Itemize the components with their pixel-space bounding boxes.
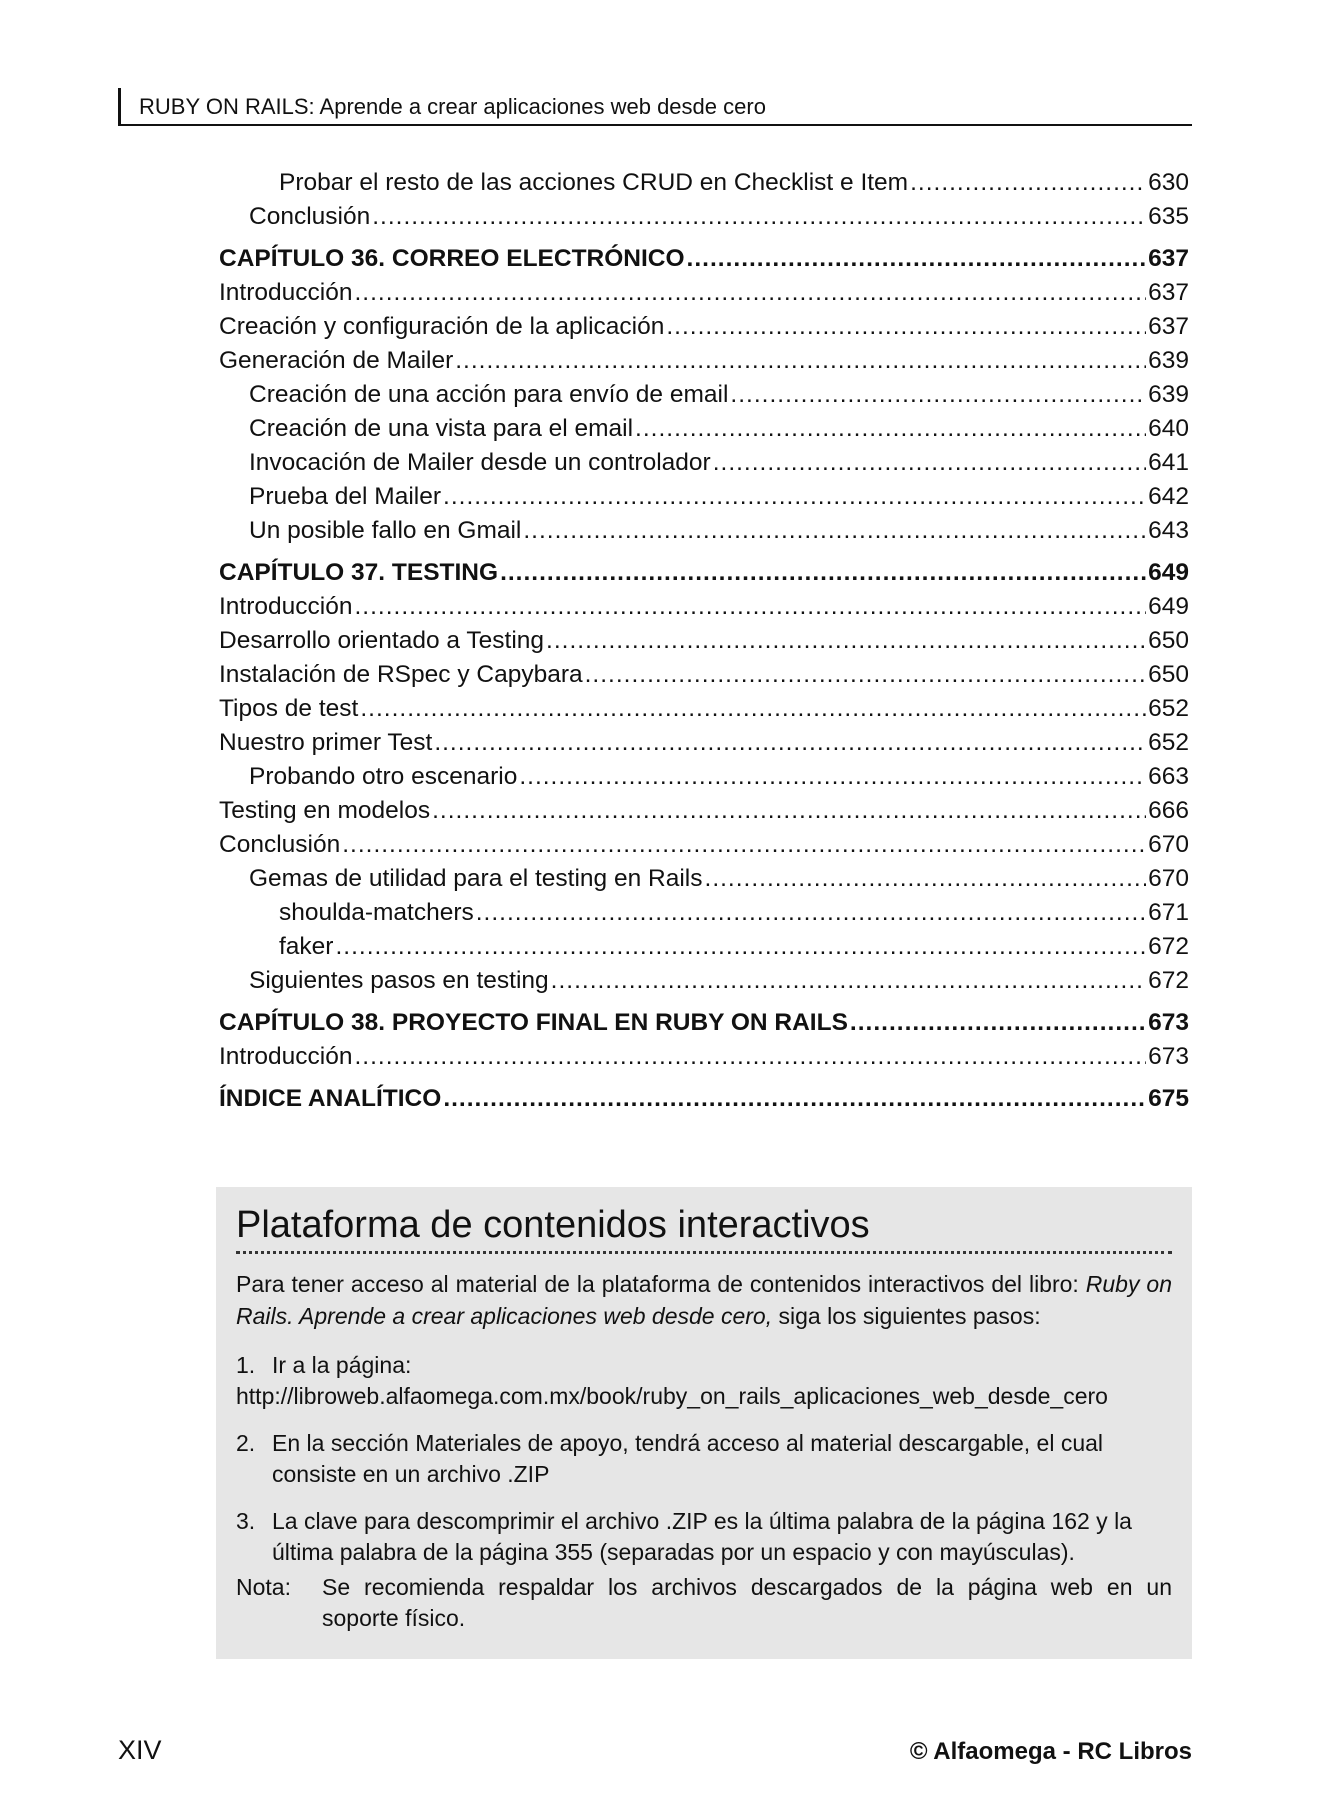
- toc-dot-leader: [713, 446, 1146, 480]
- toc-entry-title: ÍNDICE ANALÍTICO: [219, 1085, 442, 1112]
- toc-dot-leader: [434, 726, 1146, 760]
- toc-dot-leader: [432, 794, 1146, 828]
- toc-entry-title: Conclusión: [219, 831, 341, 858]
- toc-entry-page: 672: [1148, 967, 1189, 994]
- toc-entry-title: Creación y configuración de la aplicación: [219, 313, 665, 340]
- toc-dot-leader: [551, 964, 1146, 998]
- toc-entry: [219, 412, 1189, 446]
- toc-entry-title: Invocación de Mailer desde un controlador: [249, 449, 711, 476]
- toc-entry: [219, 964, 1189, 998]
- toc-dot-leader: [335, 930, 1146, 964]
- toc-entry-title: Prueba del Mailer: [249, 483, 442, 510]
- toc-chapter-entry: [219, 1006, 1189, 1040]
- toc-entry-page: 673: [1148, 1043, 1189, 1070]
- toc-entry-page: 670: [1148, 831, 1189, 858]
- toc-dot-leader: [666, 310, 1146, 344]
- toc-entry: [219, 166, 1189, 200]
- toc-entry-page: 635: [1148, 203, 1189, 230]
- toc-entry: [219, 344, 1189, 378]
- toc-dot-leader: [519, 760, 1146, 794]
- toc-entry: [219, 590, 1189, 624]
- toc-entry-page: 666: [1148, 797, 1189, 824]
- toc-entry-page: 639: [1148, 381, 1189, 408]
- table-of-contents: [219, 166, 1189, 1116]
- toc-entry-page: 650: [1148, 661, 1189, 688]
- toc-entry-page: 639: [1148, 347, 1189, 374]
- toc-chapter-entry: [219, 556, 1189, 590]
- step-number: 1.: [236, 1352, 256, 1378]
- toc-entry: [219, 624, 1189, 658]
- toc-entry-page: 649: [1148, 593, 1189, 620]
- step-number: 2.: [236, 1430, 256, 1456]
- toc-dot-leader: [500, 556, 1146, 590]
- step-number: 3.: [236, 1508, 256, 1534]
- intro-book-title: Ruby on Rails. Aprende a crear aplicaciones web desde cero,: [236, 1271, 1172, 1329]
- toc-entry-title: Siguientes pasos en testing: [249, 967, 549, 994]
- toc-dot-leader: [354, 1040, 1146, 1074]
- toc-dot-leader: [850, 1006, 1146, 1040]
- toc-entry-page: 673: [1148, 1009, 1189, 1036]
- toc-entry-page: 663: [1148, 763, 1189, 790]
- toc-entry-title: Creación de una acción para envío de email: [249, 381, 729, 408]
- toc-entry-title: CAPÍTULO 38. PROYECTO FINAL EN RUBY ON RAILS: [219, 1009, 848, 1036]
- step-2: [236, 1428, 1172, 1490]
- toc-entry: [219, 862, 1189, 896]
- toc-entry: [219, 446, 1189, 480]
- toc-dot-leader: [546, 624, 1146, 658]
- toc-entry-page: 641: [1148, 449, 1189, 476]
- step-text: La clave para descomprimir el archivo .ZIP es la última palabra de la página 162 y la última palabra de la página 355 (separadas por un espacio y con mayúsculas).: [272, 1508, 1132, 1565]
- toc-entry-page: 652: [1148, 729, 1189, 756]
- toc-entry-title: shoulda-matchers: [279, 899, 474, 926]
- toc-dot-leader: [443, 1082, 1146, 1116]
- toc-entry: [219, 514, 1189, 548]
- toc-entry: [219, 896, 1189, 930]
- toc-entry-title: Introducción: [219, 279, 353, 306]
- toc-entry-title: Testing en modelos: [219, 797, 431, 824]
- toc-dot-leader: [635, 412, 1146, 446]
- toc-entry-page: 672: [1148, 933, 1189, 960]
- toc-entry: [219, 930, 1189, 964]
- toc-entry-page: 650: [1148, 627, 1189, 654]
- toc-dot-leader: [354, 590, 1146, 624]
- intro-before: Para tener acceso al material de la plataforma de contenidos interactivos del libro:: [236, 1271, 1086, 1297]
- box-intro: [236, 1268, 1172, 1332]
- page-number: XIV: [118, 1735, 162, 1765]
- toc-entry-title: CAPÍTULO 37. TESTING: [219, 559, 499, 586]
- toc-entry: [219, 480, 1189, 514]
- intro-after: siga los siguientes pasos:: [772, 1303, 1041, 1329]
- toc-dot-leader: [342, 828, 1146, 862]
- toc-entry-page: 675: [1148, 1085, 1189, 1112]
- toc-entry: [219, 1040, 1189, 1074]
- toc-dot-leader: [443, 480, 1146, 514]
- toc-entry-page: 630: [1148, 169, 1189, 196]
- running-header: [118, 88, 1192, 126]
- step-1: [236, 1350, 1172, 1412]
- toc-dot-leader: [354, 276, 1146, 310]
- toc-dot-leader: [476, 896, 1146, 930]
- toc-entry-title: CAPÍTULO 36. CORREO ELECTRÓNICO: [219, 245, 685, 272]
- toc-entry: [219, 200, 1189, 234]
- toc-entry-title: Probar el resto de las acciones CRUD en Checklist e Item: [279, 169, 909, 196]
- toc-chapter-entry: [219, 1082, 1189, 1116]
- step-3: [236, 1506, 1172, 1568]
- toc-dot-leader: [360, 692, 1146, 726]
- toc-entry-title: Nuestro primer Test: [219, 729, 433, 756]
- toc-entry-title: faker: [279, 933, 334, 960]
- toc-entry: [219, 276, 1189, 310]
- toc-entry: [219, 726, 1189, 760]
- platform-url-link[interactable]: http://libroweb.alfaomega.com.mx/book/ruby_on_rails_aplicaciones_web_desde_cero: [236, 1383, 1108, 1409]
- toc-entry: [219, 828, 1189, 862]
- toc-entry-page: 637: [1148, 279, 1189, 306]
- toc-entry-page: 637: [1148, 245, 1189, 272]
- step-text: Ir a la página:: [272, 1352, 412, 1378]
- toc-entry-page: 652: [1148, 695, 1189, 722]
- toc-entry-title: Instalación de RSpec y Capybara: [219, 661, 583, 688]
- toc-entry-title: Desarrollo orientado a Testing: [219, 627, 545, 654]
- toc-entry: [219, 692, 1189, 726]
- toc-chapter-entry: [219, 242, 1189, 276]
- toc-dot-leader: [730, 378, 1146, 412]
- toc-entry: [219, 310, 1189, 344]
- toc-entry-page: 649: [1148, 559, 1189, 586]
- toc-entry-title: Un posible fallo en Gmail: [249, 517, 522, 544]
- toc-dot-leader: [585, 658, 1146, 692]
- toc-entry-title: Generación de Mailer: [219, 347, 454, 374]
- toc-entry-page: 642: [1148, 483, 1189, 510]
- toc-entry-title: Conclusión: [249, 203, 371, 230]
- toc-entry-page: 670: [1148, 865, 1189, 892]
- toc-entry-title: Creación de una vista para el email: [249, 415, 634, 442]
- toc-dot-leader: [910, 166, 1146, 200]
- toc-entry: [219, 378, 1189, 412]
- toc-entry: [219, 658, 1189, 692]
- note: [236, 1572, 1172, 1634]
- toc-entry-title: Tipos de test: [219, 695, 359, 722]
- publisher-credit: © Alfaomega - RC Libros: [909, 1738, 1192, 1765]
- toc-entry-page: 640: [1148, 415, 1189, 442]
- toc-entry-title: Gemas de utilidad para el testing en Rails: [249, 865, 703, 892]
- toc-dot-leader: [372, 200, 1146, 234]
- step-text: En la sección Materiales de apoyo, tendrá acceso al material descargable, el cual consiste en un archivo .ZIP: [272, 1430, 1104, 1487]
- toc-dot-leader: [705, 862, 1147, 896]
- toc-entry-page: 643: [1148, 517, 1189, 544]
- toc-entry-page: 637: [1148, 313, 1189, 340]
- toc-entry: [219, 794, 1189, 828]
- toc-entry-title: Introducción: [219, 1043, 353, 1070]
- note-text: Se recomienda respaldar los archivos descargados de la página web en un soporte físico.: [322, 1574, 1172, 1631]
- toc-entry: [219, 760, 1189, 794]
- toc-entry-page: 671: [1148, 899, 1189, 926]
- toc-entry-title: Introducción: [219, 593, 353, 620]
- running-title: RUBY ON RAILS: Aprende a crear aplicaciones web desde cero: [139, 94, 766, 119]
- toc-entry-title: Probando otro escenario: [249, 763, 518, 790]
- box-title: Plataforma de contenidos interactivos: [236, 1201, 1172, 1254]
- toc-dot-leader: [523, 514, 1146, 548]
- interactive-content-box: [216, 1187, 1192, 1659]
- toc-dot-leader: [687, 242, 1147, 276]
- note-label: Nota:: [236, 1574, 291, 1600]
- toc-dot-leader: [455, 344, 1146, 378]
